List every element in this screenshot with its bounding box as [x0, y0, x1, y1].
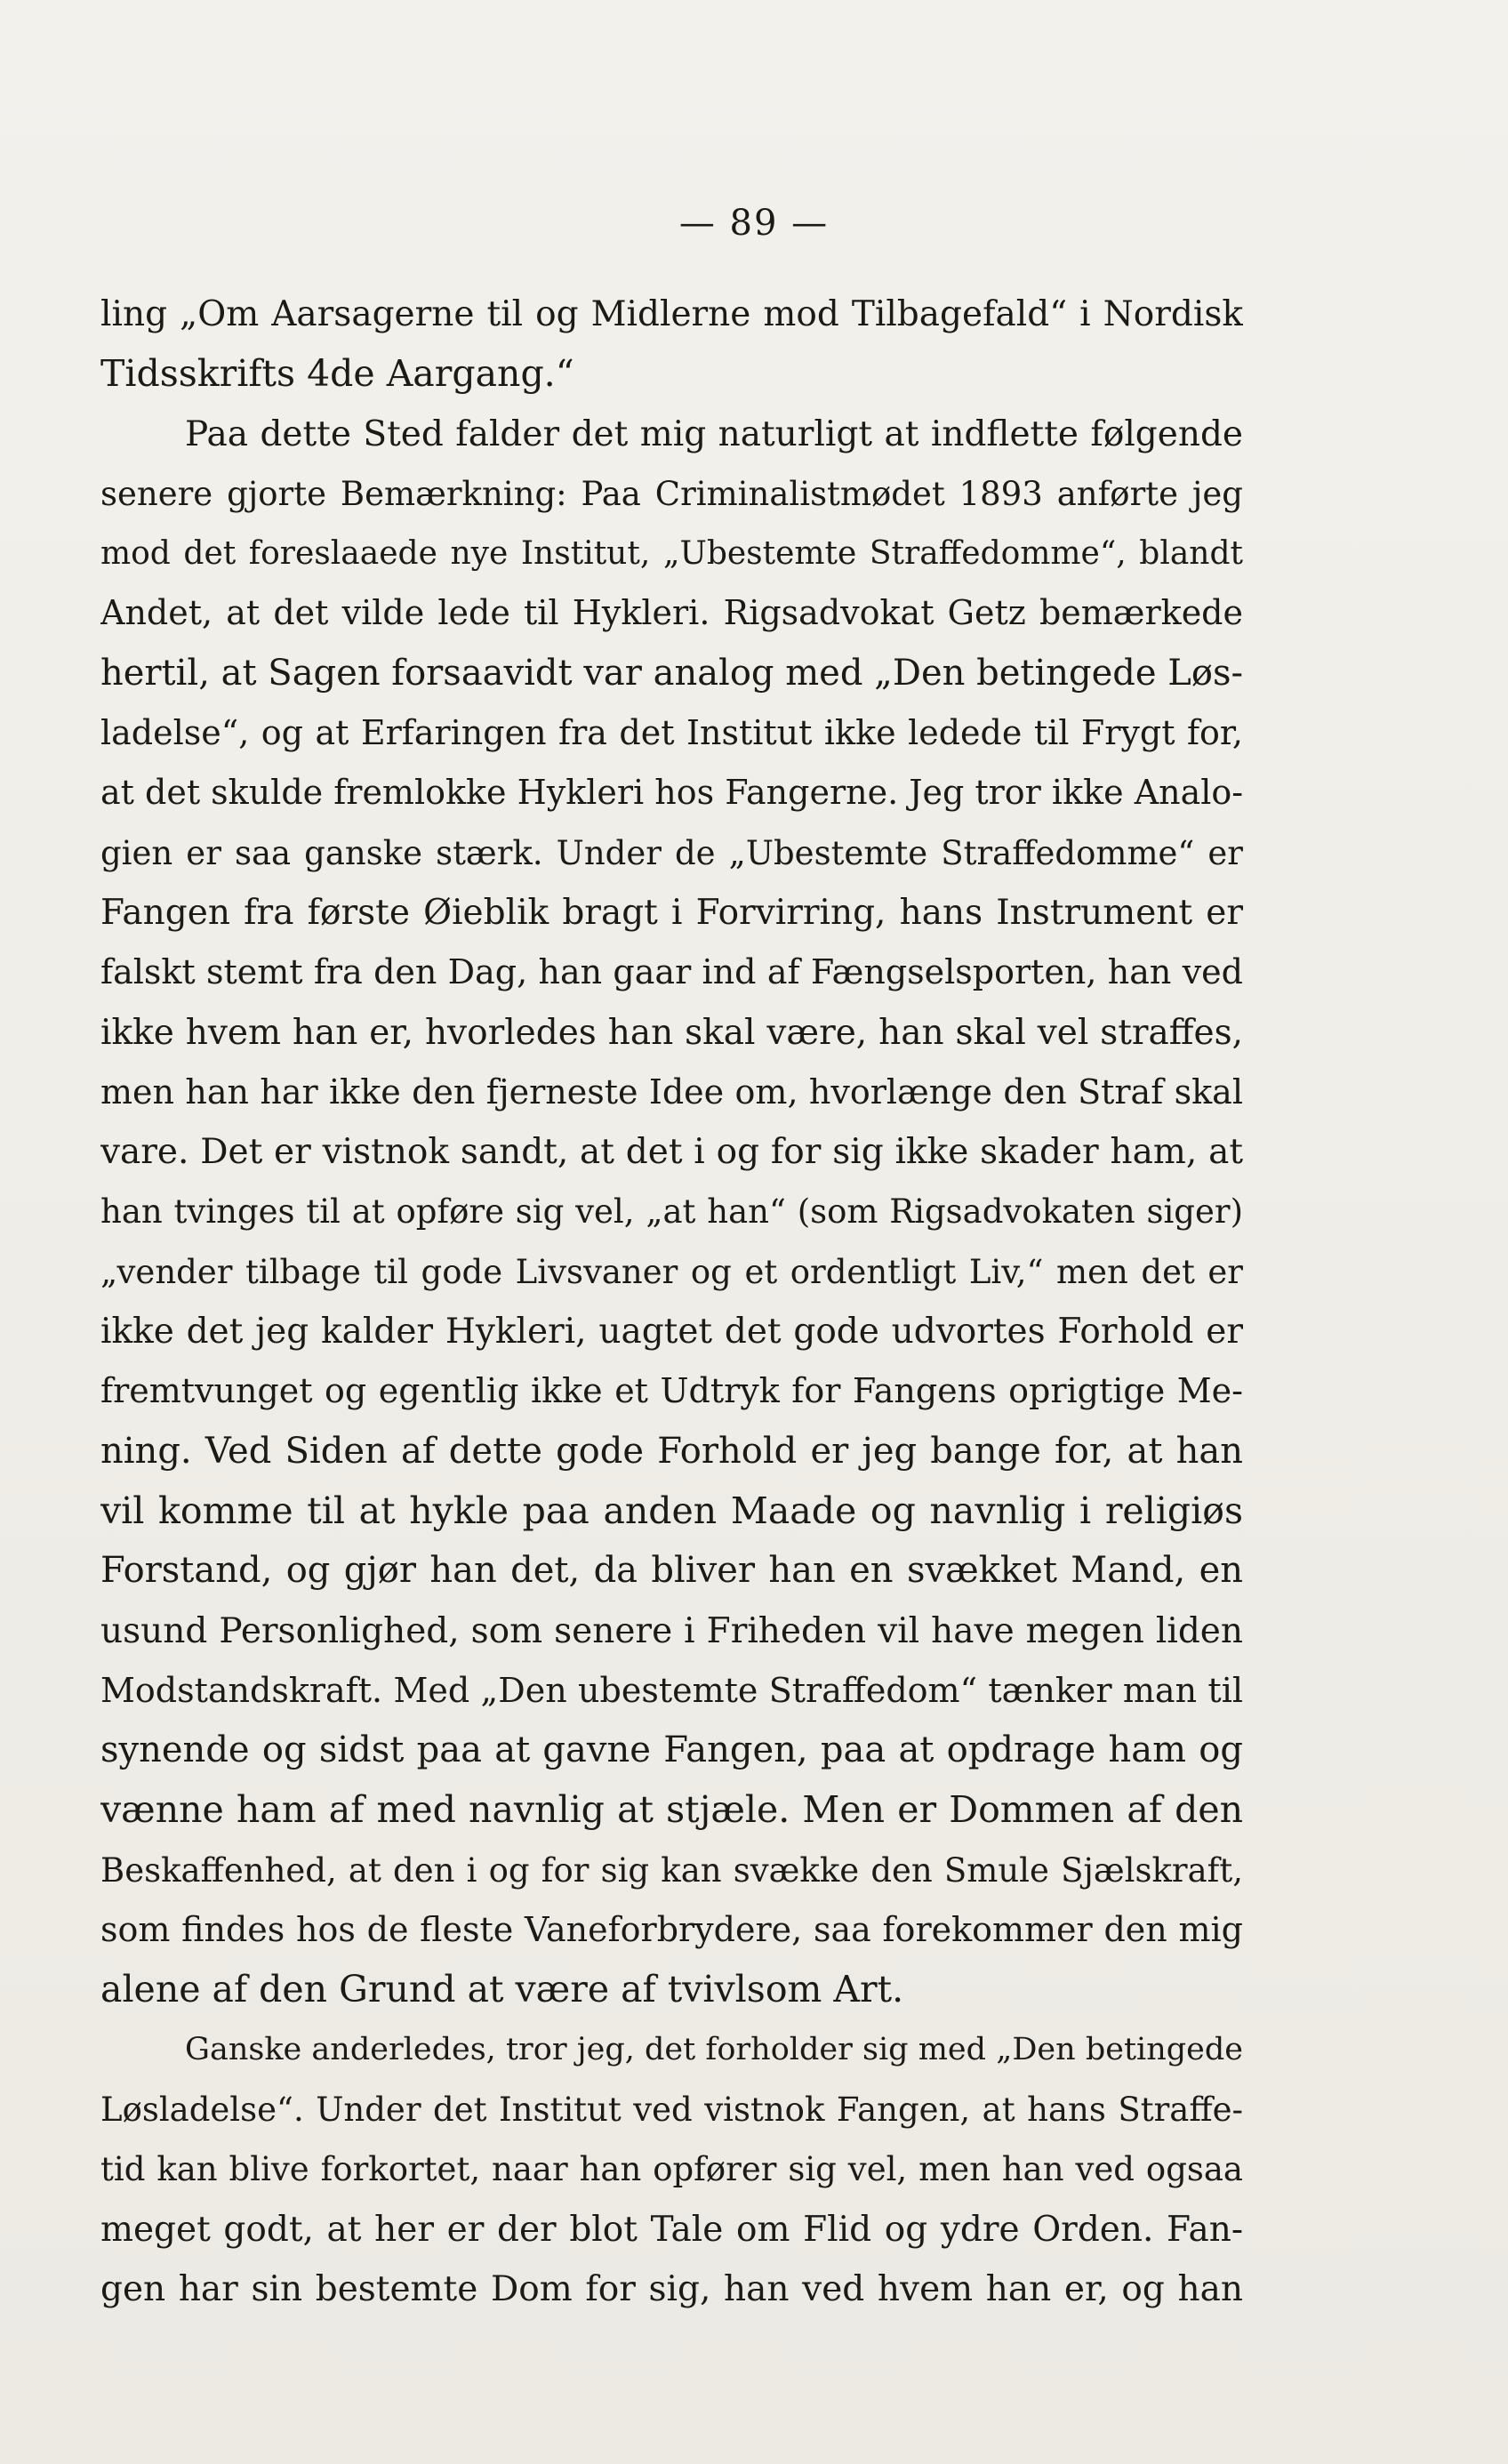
text-line: tid kan blive forkortet, naar han opfører sig vel, men han ved ogsaa	[100, 2150, 1243, 2189]
text-line: Beskaffenhed, at den i og for sig kan svække den Smule Sjælskraft,	[100, 1850, 1243, 1890]
text-line: gen har sin bestemte Dom for sig, han ved hvem han er, og han	[100, 2268, 1243, 2309]
text-line: han tvinges til at opføre sig vel, „at han“ (som Rigsadvokaten siger)	[100, 1192, 1243, 1232]
text-line: ladelse“, og at Erfaringen fra det Institut ikke ledede til Frygt for,	[100, 713, 1243, 753]
text-line: som findes hos de fleste Vaneforbrydere, saa forekommer den mig	[100, 1910, 1243, 1950]
page-number: — 89 —	[678, 203, 830, 244]
text-line: Løsladelse“. Under det Institut ved vistnok Fangen, at hans Straffe-	[100, 2090, 1243, 2129]
text-line: ling „Om Aarsagerne til og Midlerne mod Tilbagefald“ i Nordisk	[100, 294, 1243, 334]
text-line: vænne ham af med navnlig at stjæle. Men er Dommen af den	[100, 1788, 1243, 1832]
text-line: gien er saa ganske stærk. Under de „Ubestemte Straffedomme“ er	[100, 833, 1243, 872]
text-line: vare. Det er vistnok sandt, at det i og for sig ikke skader ham, at	[100, 1132, 1243, 1173]
text-line: senere gjorte Bemærkning: Paa Criminalistmødet 1893 anførte jeg	[100, 474, 1243, 513]
text-line: hertil, at Sagen forsaavidt var analog med „Den betingede Løs-	[100, 652, 1243, 694]
body-text	[100, 285, 1243, 2319]
text-line: alene af den Grund at være af tvivlsom Art.	[100, 1968, 904, 2011]
text-line: Fangen fra første Øieblik bragt i Forvirring, hans Instrument er	[100, 892, 1243, 933]
text-line: Modstandskraft. Med „Den ubestemte Straffedom“ tænker man til	[100, 1670, 1243, 1710]
text-line: falskt stemt fra den Dag, han gaar ind af Fængselsporten, han ved	[100, 952, 1243, 992]
text-line: usund Personlighed, som senere i Friheden vil have megen liden	[100, 1610, 1243, 1651]
text-line: ikke det jeg kalder Hykleri, uagtet det gode udvortes Forhold er	[100, 1312, 1243, 1352]
text-line: ikke hvem han er, hvorledes han skal være, han skal vel straffes,	[100, 1012, 1243, 1053]
text-line: Tidsskrifts 4de Aargang.“	[100, 352, 574, 396]
text-line: ning. Ved Siden af dette gode Forhold er jeg bange for, at han	[100, 1430, 1243, 1472]
text-line: mod det foreslaaede nye Institut, „Ubestemte Straffedomme“, blandt	[100, 535, 1243, 573]
text-line: meget godt, at her er der blot Tale om Flid og ydre Orden. Fan-	[100, 2209, 1243, 2250]
text-line: at det skulde fremlokke Hykleri hos Fangerne. Jeg tror ikke Analo-	[100, 773, 1243, 813]
text-line: „vender tilbage til gode Livsvaner og et ordentligt Liv,“ men det er	[100, 1252, 1243, 1291]
text-line: Andet, at det vilde lede til Hykleri. Rigsadvokat Getz bemærkede	[100, 593, 1243, 633]
text-line: Ganske anderledes, tror jeg, det forholder sig med „Den betingede	[185, 2031, 1243, 2067]
text-line: Forstand, og gjør han det, da bliver han en svækket Mand, en	[100, 1550, 1243, 1592]
text-line: synende og sidst paa at gavne Fangen, paa at opdrage ham og	[100, 1730, 1243, 1771]
text-line: Paa dette Sted falder det mig naturligt at indflette følgende	[185, 413, 1243, 454]
text-line: men han har ikke den fjerneste Idee om, hvorlænge den Straf skal	[100, 1071, 1243, 1112]
text-line: fremtvunget og egentlig ikke et Udtryk for Fangens oprigtige Me-	[100, 1371, 1243, 1411]
text-line: vil komme til at hykle paa anden Maade og navnlig i religiøs	[100, 1489, 1243, 1532]
